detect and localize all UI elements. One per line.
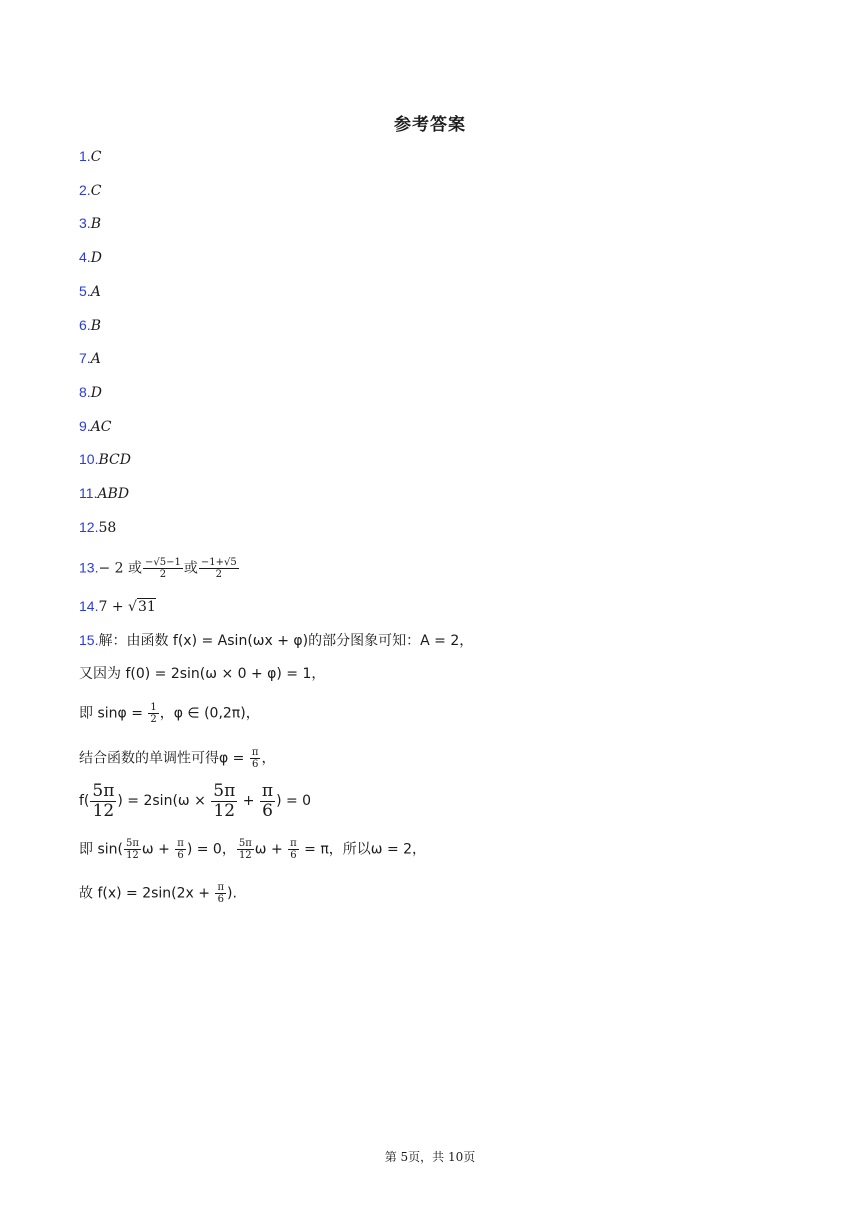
numerator: −1+√5 bbox=[200, 557, 237, 568]
answer-value: A bbox=[90, 283, 101, 300]
answer-value: C bbox=[90, 149, 102, 165]
solution-line-7 bbox=[79, 882, 237, 905]
denominator: 6 bbox=[217, 894, 224, 905]
answer-item bbox=[79, 382, 102, 403]
fraction bbox=[124, 838, 141, 861]
answer-item bbox=[79, 281, 101, 302]
denominator: 6 bbox=[262, 800, 273, 821]
solution-text: 解：由函数 f(x) = Asin(ωx + φ)的部分图象可知：A = 2， bbox=[98, 633, 474, 649]
answer-item bbox=[79, 483, 129, 504]
answer-item bbox=[79, 517, 116, 538]
page-footer: 第 5页，共 10页 bbox=[384, 1150, 476, 1164]
answer-item bbox=[79, 146, 101, 167]
solution-text: 即 sinφ = bbox=[79, 705, 148, 722]
answer-value: B bbox=[90, 216, 101, 233]
solution-text: ). bbox=[227, 885, 237, 902]
answer-item bbox=[79, 247, 102, 268]
denominator: 12 bbox=[126, 850, 139, 861]
solution-text: ω + bbox=[254, 841, 288, 858]
denominator: 12 bbox=[238, 850, 252, 861]
answer-value: C bbox=[90, 182, 102, 199]
answer-number: 1. bbox=[79, 148, 91, 164]
answer-number: 12. bbox=[79, 518, 99, 535]
answer-value: 58 bbox=[98, 519, 117, 536]
answer-text: − 2 或 bbox=[98, 560, 143, 577]
solution-text: 结合函数的单调性可得φ = bbox=[79, 750, 249, 767]
solution-text: f( bbox=[79, 793, 90, 810]
answer-number: 8. bbox=[79, 383, 91, 400]
solution-text: 即 sin( bbox=[79, 841, 123, 858]
solution-line-3 bbox=[79, 702, 260, 725]
denominator: 2 bbox=[215, 569, 222, 580]
numerator: 5π bbox=[238, 838, 252, 849]
denominator: 6 bbox=[290, 850, 297, 861]
solution-text: ，φ ∈ (0,2π)， bbox=[159, 705, 260, 722]
answer-number: 5. bbox=[79, 282, 91, 299]
answer-number: 10. bbox=[79, 451, 99, 468]
answer-value: A bbox=[90, 351, 101, 368]
answer-number: 14. bbox=[79, 598, 99, 614]
denominator: 6 bbox=[177, 850, 184, 861]
answer-value: BCD bbox=[98, 452, 131, 469]
fraction bbox=[215, 882, 226, 905]
answer-number: 2. bbox=[79, 181, 91, 198]
numerator: −√5−1 bbox=[145, 557, 181, 568]
numerator: π bbox=[217, 882, 225, 893]
answer-item bbox=[79, 315, 101, 336]
solution-text: ) = 0 bbox=[276, 793, 312, 810]
solution-line-2: 又因为 f(0) = 2sin(ω × 0 + φ) = 1， bbox=[79, 666, 326, 682]
answer-14 bbox=[79, 596, 156, 617]
answer-number: 13. bbox=[79, 559, 99, 576]
answer-item bbox=[79, 180, 101, 201]
solution-text: + bbox=[238, 793, 259, 810]
fraction bbox=[288, 838, 299, 861]
answer-item bbox=[79, 213, 101, 234]
solution-text: ) = 0， bbox=[186, 841, 236, 858]
solution-text: 故 f(x) = 2sin(2x + bbox=[79, 885, 215, 902]
numerator: π bbox=[177, 838, 184, 849]
answer-number: 3. bbox=[79, 215, 91, 232]
sqrt-sign: √ bbox=[128, 599, 137, 615]
answer-13 bbox=[79, 557, 240, 580]
answer-number: 9. bbox=[79, 417, 91, 434]
solution-line-5 bbox=[79, 782, 311, 820]
answer-value: D bbox=[90, 384, 102, 401]
answer-value: ABD bbox=[97, 486, 130, 502]
fraction bbox=[260, 782, 275, 820]
numerator: π bbox=[261, 781, 274, 801]
fraction bbox=[143, 557, 183, 580]
answer-number: 7. bbox=[79, 350, 91, 367]
answer-number: 4. bbox=[79, 249, 91, 266]
page-title: 参考答案 bbox=[394, 115, 466, 135]
numerator: π bbox=[251, 747, 259, 758]
solution-text: ， bbox=[261, 750, 276, 767]
answer-item bbox=[79, 416, 112, 437]
numerator: 5π bbox=[125, 838, 139, 849]
numerator: 1 bbox=[150, 702, 157, 713]
fraction bbox=[90, 782, 116, 820]
denominator: 2 bbox=[159, 569, 167, 580]
denominator: 6 bbox=[251, 759, 259, 770]
answer-text: 或 bbox=[183, 560, 198, 577]
answer-number: 15. bbox=[79, 632, 99, 648]
fraction bbox=[199, 557, 239, 580]
denominator: 12 bbox=[92, 800, 115, 821]
fraction bbox=[175, 838, 186, 861]
answer-item bbox=[79, 348, 101, 369]
denominator: 2 bbox=[150, 714, 157, 725]
solution-text: ) = 2sin(ω × bbox=[117, 793, 211, 810]
solution-line-1 bbox=[79, 630, 473, 651]
fraction bbox=[237, 838, 254, 861]
answer-number: 11. bbox=[79, 485, 98, 501]
answer-value: B bbox=[90, 317, 101, 334]
fraction bbox=[211, 782, 237, 820]
fraction bbox=[250, 747, 261, 770]
fraction bbox=[148, 702, 158, 725]
numerator: 5π bbox=[92, 781, 115, 801]
answer-value: AC bbox=[90, 418, 112, 435]
answer-item bbox=[79, 449, 131, 470]
solution-line-6 bbox=[79, 838, 426, 861]
answer-value: D bbox=[90, 250, 102, 267]
solution-text: ω + bbox=[141, 841, 175, 858]
answer-number: 6. bbox=[79, 316, 91, 333]
numerator: 5π bbox=[213, 781, 236, 801]
solution-line-4 bbox=[79, 747, 275, 770]
numerator: π bbox=[290, 838, 297, 849]
answer-text: 7 + bbox=[98, 599, 129, 615]
solution-text: = π，所以ω = 2， bbox=[299, 841, 427, 858]
sqrt-content: 31 bbox=[137, 599, 156, 615]
denominator: 12 bbox=[213, 800, 236, 821]
